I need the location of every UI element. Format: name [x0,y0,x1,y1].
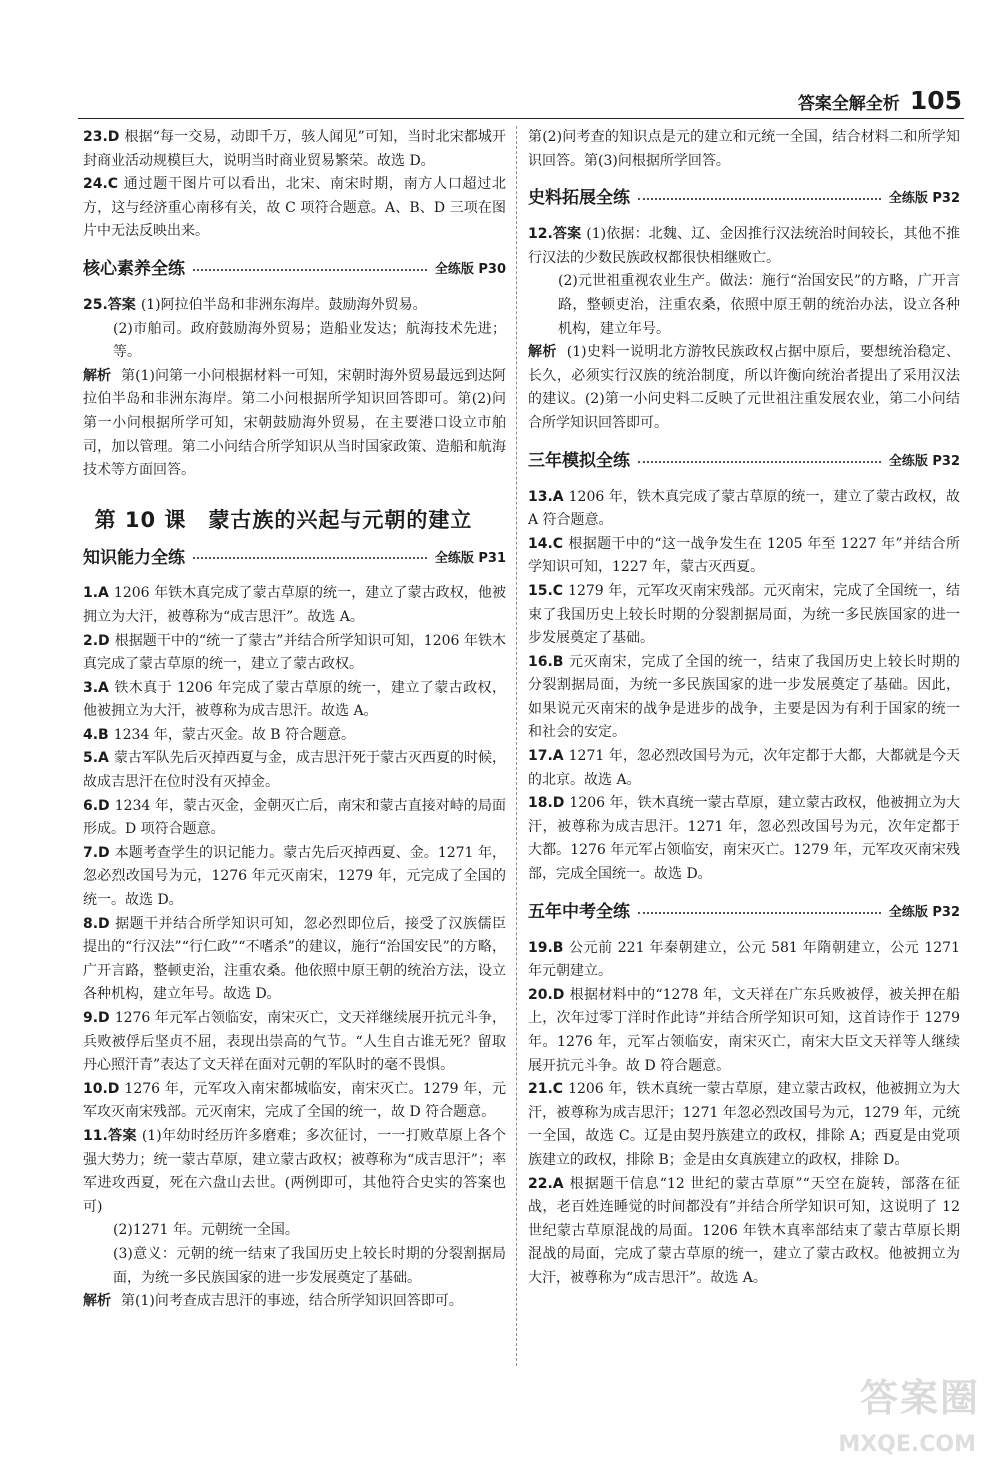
left-column [83,126,506,1314]
section-heading: 三年模拟全练 全练版 P32 [528,450,960,471]
header-rule [78,118,964,119]
answer-item: 2.D 根据题干中的“统一了蒙古”并结合所学知识可知，1206 年铁木真完成了蒙古草原的统一，建立了蒙古政权。 [83,632,506,673]
answer-item: 15.C 1279 年，元军攻灭南宋残部。元灭南宋，完成了全国统一，结束了我国历史上较长时期的分裂割据局面，为统一多民族国家的进一步发展奠定了基础。 [528,582,960,647]
answer-item: 24.C 通过题干图片可以看出，北宋、南宋时期，南方人口超过北方，这与经济重心南移有关，故 C 项符合题意。A、B、D 三项在图片中无法反映出来。 [83,176,506,240]
answer-item: 5.A 蒙古军队先后灭掉西夏与金，成吉思汗死于蒙古灭西夏的时候，故成吉思汗在位时没有灭掉金。 [83,750,506,791]
answer-item: 3.A 铁木真于 1206 年完成了蒙古草原的统一，建立了蒙古政权，他被拥立为大汗，被尊称为成吉思汗。故选 A。 [83,679,506,720]
watermark-logo: 答案圈 [859,1376,980,1420]
answer-item: 14.C 根据题干中的“这一战争发生在 1205 年至 1227 年”并结合所学知识可知，1227 年，蒙古灭西夏。 [528,535,960,576]
answer-item: 6.D 1234 年，蒙古灭金，金朝灭亡后，南宋和蒙古直接对峙的局面形成。D 项符合题意。 [83,797,506,838]
site-watermark [790,1367,980,1457]
right-column [528,126,960,1291]
answer-item: 9.D 1276 年元军占领临安，南宋灭亡，文天祥继续展开抗元斗争，兵败被俘后坚贞不屈，表现出崇高的气节。“人生自古谁无死？留取丹心照汗青”表达了文天祥在面对元朝的军队时的毫不畏惧。 [83,1010,506,1074]
answer-item: 20.D 根据材料中的“1278 年，文天祥在广东兵败被俘，被关押在船上，次年过零丁洋时作此诗”并结合所学知识可知，这首诗作于 1279 年。1276 年，元军占领临安，南宋灭亡，南宋大臣文天祥等人继续展开抗元斗争。故 D 符合题意。 [528,986,960,1074]
analysis: 解析 第(1)问考查成吉思汗的事迹，结合所学知识回答即可。 [83,1293,463,1310]
watermark-url: MXQE.COM [838,1432,976,1457]
answer-item: 11.答案 (1)年幼时经历许多磨难；多次征讨，一一打败草原上各个强大势力；统一蒙古草原，建立蒙古政权；被尊称为“成吉思汗”；率军进攻西夏，死在六盘山去世。(两例即可，其他符合史实的答案也可) (2)1271 年。元朝统一全国。 (3)意义：元朝的统一结束了我国历史上较长时期的分裂割据局面，为统一多民族国家的进一步发展奠定了基础。 [83,1127,506,1286]
section-heading: 史料拓展全练 全练版 P32 [528,188,960,209]
header-title: 答案全解全析 [797,94,900,114]
section-heading: 知识能力全练 全练版 P31 [83,547,506,568]
answer-item: 12.答案 (1)依据：北魏、辽、金因推行汉法统治时间较长，其他不推行汉法的少数民族政权都很快相继败亡。 (2)元世祖重视农业生产。做法：施行“治国安民”的方略，广开言路，整顿吏治，注重农桑，依照中原王朝的统治办法，设立各种机构，建立年号。 [528,226,960,337]
analysis-continued: 第(2)问考查的知识点是元的建立和元统一全国，结合材料二和所学知识回答。第(3)问根据所学回答。 [528,129,960,169]
answer-item: 22.A 根据题干信息“12 世纪的蒙古草原”“天空在旋转，部落在征战，老百姓连睡觉的时间都没有”并结合所学知识可知，这说明了 12 世纪蒙古草原混战的局面。1206 年铁木真率部结束了蒙古草原长期混战的局面，完成了蒙古草原的统一，建立了蒙古政权。他被拥立为大汗，被尊称为“成吉思汗”。故选 A。 [528,1175,960,1286]
section-heading: 五年中考全练 全练版 P32 [528,901,960,922]
answer-item: 1.A 1206 年铁木真完成了蒙古草原的统一，建立了蒙古政权，他被拥立为大汗，被尊称为“成吉思汗”。故选 A。 [83,585,506,625]
answer-item: 7.D 本题考查学生的识记能力。蒙古先后灭掉西夏、金。1271 年，忽必烈改国号为元，1276 年元灭南宋，1279 年，元完成了全国的统一。故选 D。 [83,844,506,909]
answer-item: 18.D 1206 年，铁木真统一蒙古草原，建立蒙古政权，他被拥立为大汗，被尊称为成吉思汗。1271 年，忽必烈改国号为元，次年定都于大都。1276 年元军占领临安，南宋灭亡。1279 年，元军攻灭南宋残部，完成全国统一。故选 D。 [528,795,960,883]
section-heading: 核心素养全练 全练版 P30 [83,259,506,280]
answer-item: 16.B 元灭南宋，完成了全国的统一，结束了我国历史上较长时期的分裂割据局面，为统一多民族国家的进一步发展奠定了基础。因此，如果说元灭南宋的战争是进步的战争，主要是因为有利于国家的统一和社会的安定。 [528,653,960,741]
analysis: 解析 第(1)问第一小问根据材料一可知，宋朝时海外贸易最远到达阿拉伯半岛和非洲东海岸。第二小问根据所学知识回答即可。第(2)问第一小问根据所学可知，宋朝鼓励海外贸易，在主要港口设立市舶司，加以管理。第二小问结合所学知识从当时国家政策、造船和航海技术等方面回答。 [83,367,506,479]
lesson-title: 第 10 课 蒙古族的兴起与元朝的建立 [94,507,473,532]
page-header [798,86,962,115]
answer-item: 8.D 据题干并结合所学知识可知，忽必烈即位后，接受了汉族儒臣提出的“行汉法”“行仁政”“不嗜杀”的建议，施行“治国安民”的方略，广开言路，整顿吏治，注重农桑。他依照中原王朝的统治方法，设立各种机构，建立年号。故选 D。 [83,915,506,1003]
answer-item: 21.C 1206 年，铁木真统一蒙古草原，建立蒙古政权，他被拥立为大汗，被尊称为成吉思汗；1271 年忽必烈改国号为元，1279 年，元统一全国，故选 C。辽是由契丹族建立的政权，排除 A；西夏是由党项族建立的政权，排除 B；金是由女真族建立的政权，排除 D。 [528,1081,960,1168]
answer-item: 17.A 1271 年，忽必烈改国号为元，次年定都于大都，大都就是今天的北京。故选 A。 [528,748,960,788]
answer-item: 19.B 公元前 221 年秦朝建立，公元 581 年隋朝建立，公元 1271 年元朝建立。 [528,939,960,980]
column-divider [516,126,517,1366]
answer-item: 4.B 1234 年，蒙古灭金。故 B 符合题意。 [83,726,356,743]
page-number: 105 [909,86,962,115]
answer-item: 13.A 1206 年，铁木真完成了蒙古草原的统一，建立了蒙古政权，故 A 符合题意。 [528,488,960,529]
analysis: 解析 (1)史料一说明北方游牧民族政权占据中原后，要想统治稳定、长久，必须实行汉族的统治制度，所以许衡向统治者提出了采用汉法的建议。(2)第一小问史料二反映了元世祖注重发展农业，第二小问结合所学知识回答即可。 [528,344,960,431]
answer-item: 25.答案 (1)阿拉伯半岛和非洲东海岸。鼓励海外贸易。 (2)市舶司。政府鼓励海外贸易；造船业发达；航海技术先进；等。 [83,296,506,361]
answer-item: 10.D 1276 年，元军攻入南宋都城临安，南宋灭亡。1279 年，元军攻灭南宋残部。元灭南宋，完成了全国的统一，故 D 符合题意。 [83,1080,506,1121]
answer-item: 23.D 根据“每一交易，动即千万，骇人闻见”可知，当时北宋都城开封商业活动规模巨大，说明当时商业贸易繁荣。故选 D。 [83,129,506,169]
